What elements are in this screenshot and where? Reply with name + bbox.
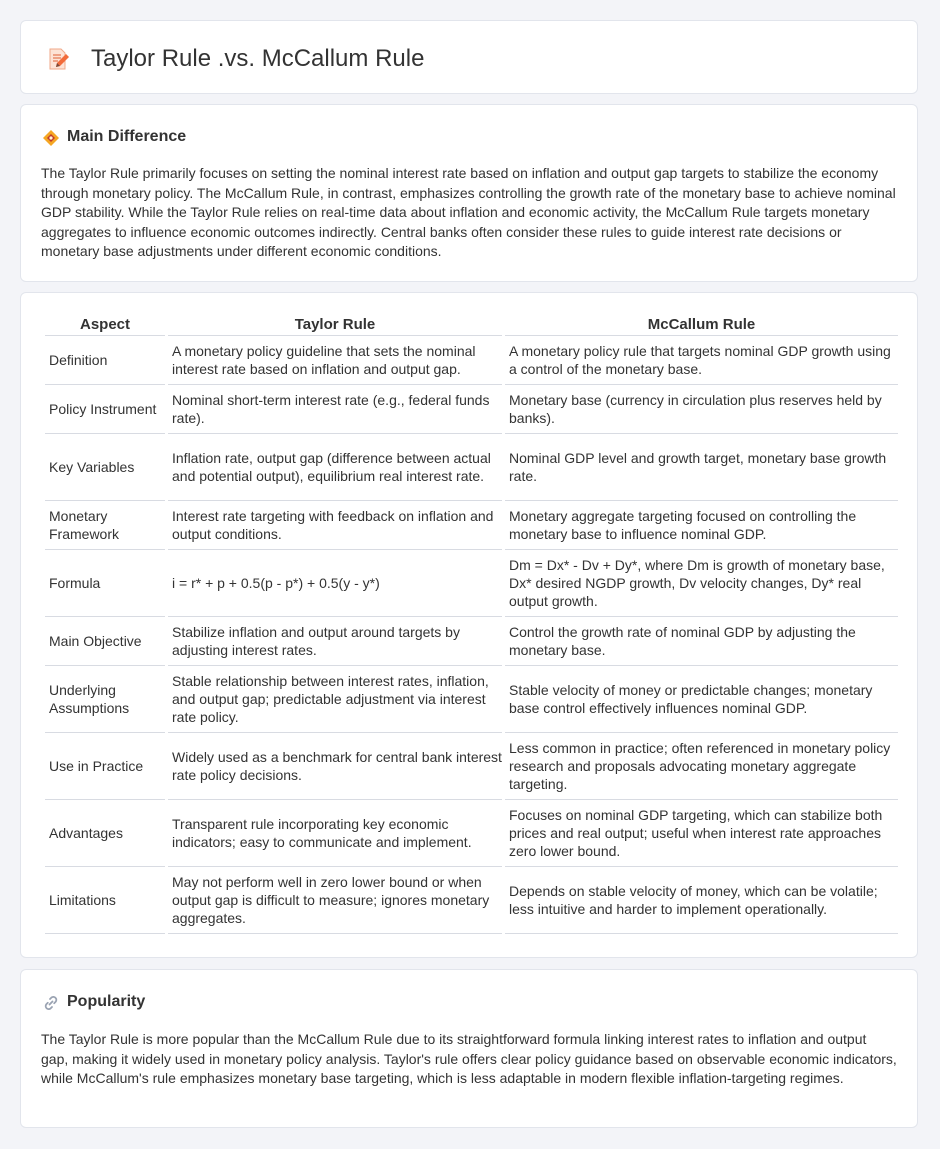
row-mccallum: Control the growth rate of nominal GDP by adjusting the monetary base. (505, 617, 898, 666)
popularity-title: Popularity (67, 993, 146, 1010)
row-aspect: Underlying Assumptions (45, 666, 165, 733)
header-taylor-rule: Taylor Rule (168, 312, 502, 336)
header-card (20, 20, 918, 94)
row-taylor: Nominal short-term interest rate (e.g., federal funds rate). (168, 385, 502, 434)
row-mccallum: Stable velocity of money or predictable changes; monetary base control effectively influences nominal GDP. (505, 666, 898, 733)
row-aspect: Definition (45, 336, 165, 385)
row-taylor: Stable relationship between interest rates, inflation, and output gap; predictable adjustment via interest rate policy. (168, 666, 502, 733)
row-mccallum: Dm = Dx* - Dv + Dy*, where Dm is growth of monetary base, Dx* desired NGDP growth, Dv velocity changes, Dy* real output growth. (505, 550, 898, 617)
row-mccallum: Focuses on nominal GDP targeting, which can stabilize both prices and real output; useful when interest rate approaches zero lower bound. (505, 800, 898, 867)
comparison-card (20, 292, 918, 958)
row-aspect: Limitations (45, 867, 165, 934)
row-mccallum: A monetary policy rule that targets nominal GDP growth using a control of the monetary base. (505, 336, 898, 385)
row-aspect: Advantages (45, 800, 165, 867)
row-taylor: Transparent rule incorporating key economic indicators; easy to communicate and implement. (168, 800, 502, 867)
main-difference-card (20, 104, 918, 282)
row-taylor: May not perform well in zero lower bound or when output gap is difficult to measure; ignores monetary aggregates. (168, 867, 502, 934)
table-header-row (45, 312, 898, 336)
link-icon (42, 994, 60, 1012)
diamond-badge-icon (42, 129, 60, 147)
row-taylor: Inflation rate, output gap (difference between actual and potential output), equilibrium real interest rate. (168, 434, 502, 501)
row-taylor: Interest rate targeting with feedback on inflation and output conditions. (168, 501, 502, 550)
popularity-card (20, 969, 918, 1128)
row-aspect: Policy Instrument (45, 385, 165, 434)
table-row (45, 617, 898, 666)
table-row (45, 336, 898, 385)
comparison-table (42, 312, 901, 934)
page-title: Taylor Rule .vs. McCallum Rule (91, 45, 425, 72)
row-mccallum: Less common in practice; often referenced in monetary policy research and proposals advocating monetary aggregate targeting. (505, 733, 898, 800)
row-aspect: Monetary Framework (45, 501, 165, 550)
header-aspect: Aspect (45, 312, 165, 336)
table-row (45, 385, 898, 434)
main-difference-title: Main Difference (67, 128, 187, 145)
row-mccallum: Nominal GDP level and growth target, monetary base growth rate. (505, 434, 898, 501)
row-mccallum: Depends on stable velocity of money, which can be volatile; less intuitive and harder to implement operationally. (505, 867, 898, 934)
table-row (45, 867, 898, 934)
table-row (45, 666, 898, 733)
document-pencil-icon (46, 47, 70, 71)
row-aspect: Formula (45, 550, 165, 617)
row-mccallum: Monetary aggregate targeting focused on controlling the monetary base to influence nominal GDP. (505, 501, 898, 550)
table-row (45, 501, 898, 550)
table-row (45, 550, 898, 617)
row-aspect: Key Variables (45, 434, 165, 501)
table-row (45, 733, 898, 800)
row-taylor: A monetary policy guideline that sets the nominal interest rate based on inflation and output gap. (168, 336, 502, 385)
row-taylor: Widely used as a benchmark for central bank interest rate policy decisions. (168, 733, 502, 800)
row-taylor: Stabilize inflation and output around targets by adjusting interest rates. (168, 617, 502, 666)
row-aspect: Use in Practice (45, 733, 165, 800)
table-row (45, 800, 898, 867)
main-difference-text: The Taylor Rule primarily focuses on setting the nominal interest rate based on inflation and output gap targets to stabilize the economy through monetary policy. The McCallum Rule, in contrast, emphasizes controlling the growth rate of the monetary base to achieve nominal GDP stability. While the Taylor Rule relies on real-time data about inflation and economic activity, the McCallum Rule targets monetary aggregates to influence economic outcomes indirectly. Central banks often consider these rules to guide interest rate decisions or monetary base adjustments under different economic conditions. (41, 165, 896, 259)
table-row (45, 434, 898, 501)
row-aspect: Main Objective (45, 617, 165, 666)
row-taylor: i = r* + p + 0.5(p - p*) + 0.5(y - y*) (168, 550, 502, 617)
header-mccallum-rule: McCallum Rule (505, 312, 898, 336)
row-mccallum: Monetary base (currency in circulation plus reserves held by banks). (505, 385, 898, 434)
popularity-text: The Taylor Rule is more popular than the McCallum Rule due to its straightforward formula linking interest rates to inflation and output gap, making it widely used in monetary policy analysis. Taylor's rule offers clear policy guidance based on observable economic indicators, while McCallum's rule emphasizes monetary base targeting, which is less adaptable in modern flexible inflation-targeting regimes. (41, 1031, 897, 1086)
